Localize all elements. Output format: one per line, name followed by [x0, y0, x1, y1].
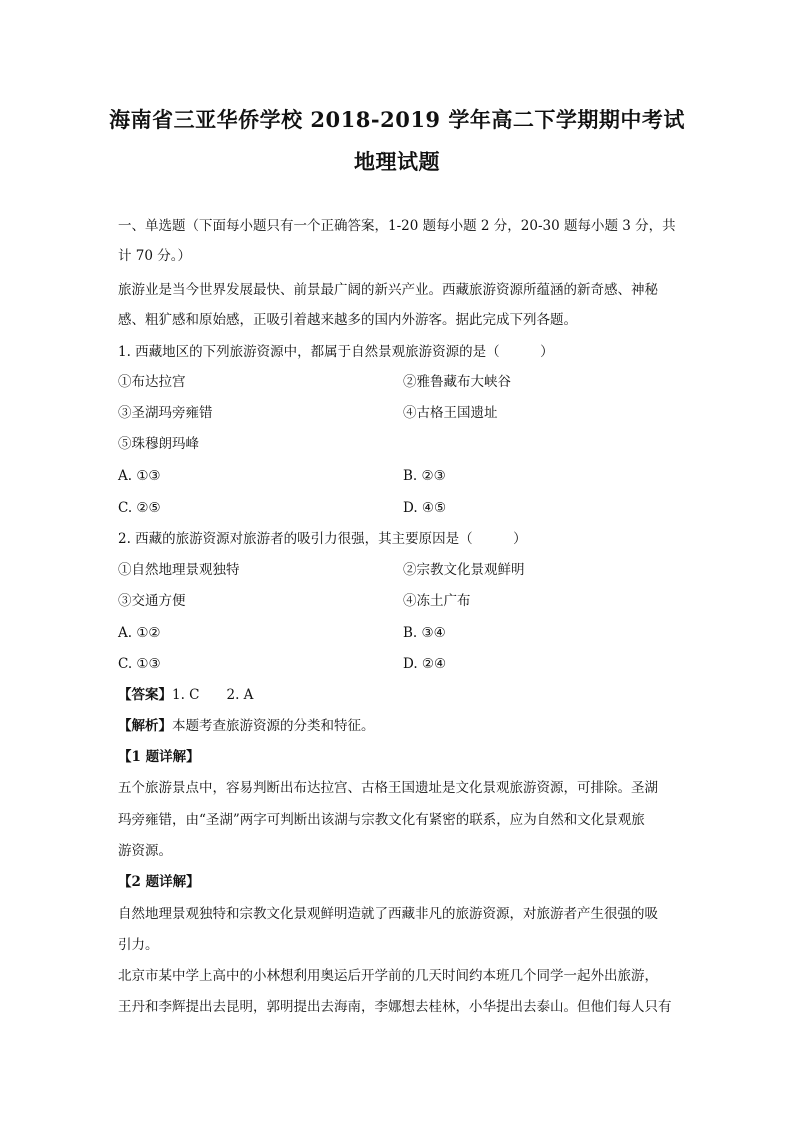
passage1-line-2: 感、粗犷感和原始感，正吸引着越来越多的国内外游客。据此完成下列各题。	[118, 312, 577, 328]
exam-subtitle: 地理试题	[354, 149, 440, 174]
analysis-text: 本题考查旅游资源的分类和特征。	[172, 718, 375, 734]
q2-option-c: C. ①③	[118, 656, 161, 672]
q1-item-3: ③圣湖玛旁雍错	[118, 405, 213, 421]
passage1-line-1: 旅游业是当今世界发展最快、前景最广阔的新兴产业。西藏旅游资源所蕴涵的新奇感、神秘	[118, 282, 658, 298]
exam-title: 海南省三亚华侨学校 2018-2019 学年高二下学期期中考试	[109, 107, 685, 132]
answer-label: 【答案】	[118, 687, 172, 703]
section-heading-line-1: 一、单选题（下面每小题只有一个正确答案，1-20 题每小题 2 分，20-30 题每小题 3 分，共	[118, 218, 676, 234]
question-1-stem: 1. 西藏地区的下列旅游资源中，都属于自然景观旅游资源的是（ ）	[118, 344, 554, 360]
q1-option-c: C. ②⑤	[118, 500, 161, 516]
detail-1-line-2: 玛旁雍错，由“圣湖”两字可判断出该湖与宗教文化有紧密的联系，应为自然和文化景观旅	[118, 812, 645, 828]
q2-option-a: A. ①②	[118, 625, 161, 641]
q2-option-b: B. ③④	[403, 625, 446, 641]
detail-2-line-2: 引力。	[118, 937, 159, 953]
q2-item-1: ①自然地理景观独特	[118, 562, 240, 578]
detail-1-heading: 【1 题详解】	[118, 749, 200, 765]
q2-item-4: ④冻土广布	[403, 593, 471, 609]
section-heading-line-2: 计 70 分。）	[118, 248, 192, 264]
q1-item-4: ④古格王国遗址	[403, 405, 498, 421]
q1-item-5: ⑤珠穆朗玛峰	[118, 436, 199, 452]
q2-option-d: D. ②④	[403, 656, 447, 672]
analysis-label: 【解析】	[118, 718, 172, 734]
q1-option-d: D. ④⑤	[403, 500, 447, 516]
q2-item-2: ②宗教文化景观鲜明	[403, 562, 525, 578]
analysis-line	[118, 716, 688, 736]
q1-option-a: A. ①③	[118, 468, 161, 484]
q1-item-1: ①布达拉宫	[118, 374, 186, 390]
detail-2-line-1: 自然地理景观独特和宗教文化景观鲜明造就了西藏非凡的旅游资源，对旅游者产生很强的吸	[118, 906, 658, 922]
detail-1-line-1: 五个旅游景点中，容易判断出布达拉宫、古格王国遗址是文化景观旅游资源，可排除。圣湖	[118, 780, 658, 796]
answer-text: 1. C 2. A	[172, 687, 254, 703]
question-2-stem: 2. 西藏的旅游资源对旅游者的吸引力很强，其主要原因是（ ）	[118, 531, 527, 547]
q2-item-3: ③交通方便	[118, 593, 186, 609]
q1-item-2: ②雅鲁藏布大峡谷	[403, 374, 511, 390]
q1-option-b: B. ②③	[403, 468, 446, 484]
detail-2-heading: 【2 题详解】	[118, 874, 200, 890]
passage2-line-2: 王丹和李辉提出去昆明，郭明提出去海南，李娜想去桂林，小华提出去泰山。但他们每人只有	[118, 999, 672, 1015]
passage2-line-1: 北京市某中学上高中的小林想利用奥运后开学前的几天时间约本班几个同学一起外出旅游，	[118, 968, 658, 984]
detail-1-line-3: 游资源。	[118, 843, 172, 859]
answer-line	[118, 685, 688, 705]
